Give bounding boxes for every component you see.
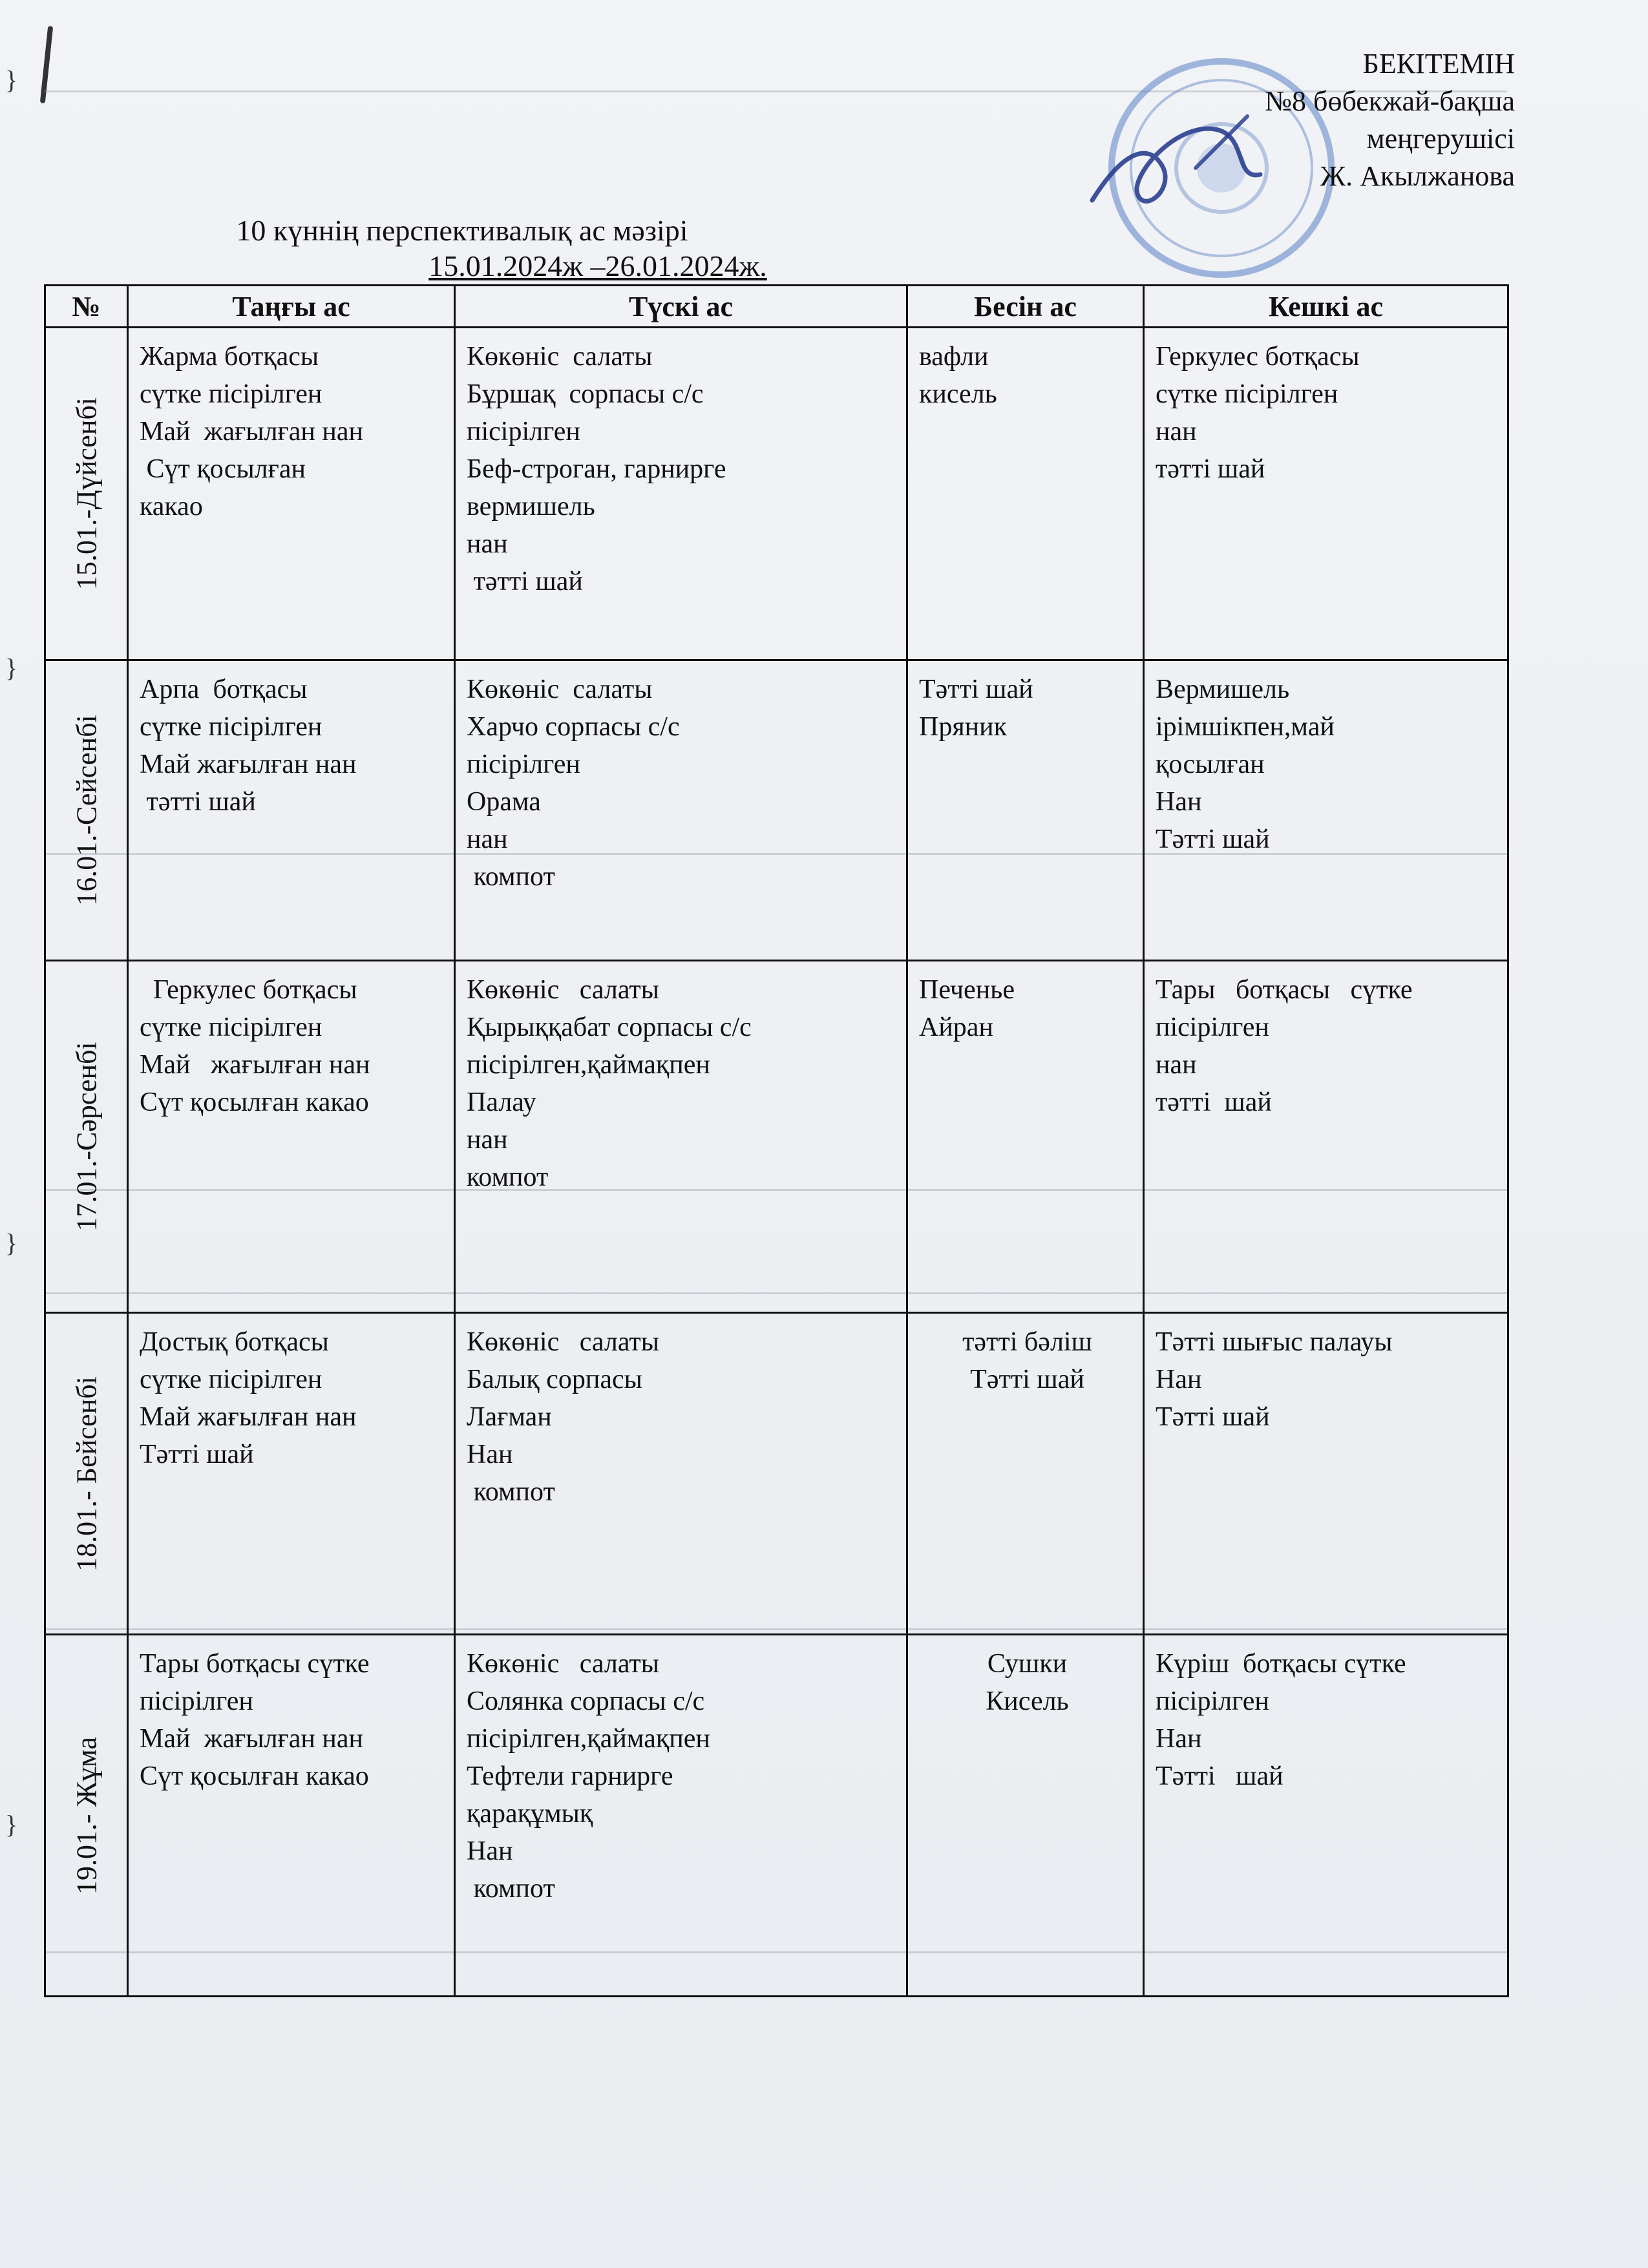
- lunch-cell: [455, 1313, 907, 1635]
- lunch-item: Көкөніс салаты: [467, 342, 653, 372]
- lunch-cell: [455, 328, 907, 660]
- header-breakfast: Таңғы ас: [128, 286, 455, 328]
- lunch-item: қарақұмық: [467, 1799, 593, 1829]
- approval-position: меңгерушісі: [1366, 123, 1515, 154]
- margin-tick: }: [5, 653, 18, 682]
- day-cell: [45, 1313, 128, 1635]
- lunch-cell: [455, 660, 907, 961]
- snack-item: вафли: [919, 342, 989, 372]
- dinner-item: тәтті шай: [1156, 1087, 1272, 1117]
- lunch-item: Балық сорпасы: [467, 1365, 642, 1394]
- menu-date-range: 15.01.2024ж –26.01.2024ж.: [428, 249, 767, 282]
- breakfast-item: пісірілген: [140, 1686, 253, 1716]
- dinner-item: Нан: [1156, 1724, 1202, 1754]
- breakfast-item: Май жағылған нан: [140, 1402, 357, 1432]
- dinner-item: нан: [1156, 417, 1197, 446]
- breakfast-item: сүтке пісірілген: [140, 712, 322, 742]
- day-cell: [45, 1635, 128, 1997]
- lunch-cell: [455, 961, 907, 1313]
- dinner-item: Геркулес ботқасы: [1156, 342, 1360, 372]
- lunch-item: компот: [467, 1162, 549, 1192]
- dinner-cell: [1144, 328, 1508, 660]
- dinner-item: Тары ботқасы сүтке: [1156, 975, 1413, 1005]
- lunch-item: тәтті шай: [467, 567, 583, 596]
- dinner-item: нан: [1156, 1050, 1197, 1080]
- breakfast-item: Арпа ботқасы: [140, 675, 308, 704]
- snack-item: Печенье: [919, 975, 1015, 1005]
- snack-cell: [907, 660, 1144, 961]
- lunch-item: компот: [467, 1477, 555, 1507]
- breakfast-item: Май жағылған нан: [140, 417, 363, 446]
- table-header-row: [45, 286, 1508, 328]
- approval-name: Ж. Акылжанова: [1320, 160, 1515, 192]
- table-row: [45, 961, 1508, 1313]
- menu-title: 10 күннің перспективалық ас мәзірі: [236, 214, 688, 247]
- snack-item: Сушки: [987, 1649, 1068, 1679]
- breakfast-item: Сүт қосылған какао: [140, 1087, 369, 1117]
- dinner-item: қосылған: [1156, 750, 1265, 779]
- day-label: 15.01.-Дүйсенбі: [70, 397, 102, 590]
- lunch-item: пісірілген: [467, 750, 580, 779]
- table-row: [45, 1313, 1508, 1635]
- header-dinner: Кешкі ас: [1144, 286, 1508, 328]
- breakfast-item: сүтке пісірілген: [140, 1365, 322, 1394]
- breakfast-item: Тары ботқасы сүтке: [140, 1649, 370, 1679]
- lunch-item: компот: [467, 1874, 555, 1904]
- dinner-item: Вермишель: [1156, 675, 1290, 704]
- lunch-item: Палау: [467, 1087, 536, 1117]
- snack-item: Айран: [919, 1013, 993, 1042]
- lunch-cell: [455, 1635, 907, 1997]
- day-label: 18.01.- Бейсенбі: [70, 1376, 102, 1571]
- snack-item: Тәтті шай: [919, 675, 1033, 704]
- table-row: [45, 1635, 1508, 1997]
- dinner-item: тәтті шай: [1156, 454, 1265, 484]
- breakfast-item: Тәтті шай: [140, 1440, 254, 1469]
- header-snack: Бесін ас: [907, 286, 1144, 328]
- snack-cell: [907, 1313, 1144, 1635]
- dinner-cell: [1144, 1635, 1508, 1997]
- lunch-item: вермишель: [467, 492, 595, 521]
- dinner-cell: [1144, 1313, 1508, 1635]
- lunch-item: Нан: [467, 1440, 513, 1469]
- header-number: №: [45, 286, 128, 328]
- dinner-item: Тәтті шығыс палауы: [1156, 1327, 1393, 1357]
- breakfast-item: Сүт қосылған: [140, 454, 306, 484]
- breakfast-item: Сүт қосылған какао: [140, 1761, 369, 1791]
- breakfast-cell: [128, 660, 455, 961]
- snack-item: Кисель: [986, 1686, 1069, 1716]
- day-label: 16.01.-Сейсенбі: [70, 715, 102, 906]
- lunch-item: Қырыққабат сорпасы с/с: [467, 1013, 752, 1042]
- breakfast-item: сүтке пісірілген: [140, 1013, 322, 1042]
- lunch-item: Көкөніс салаты: [467, 675, 653, 704]
- day-cell: [45, 961, 128, 1313]
- lunch-item: пісірілген,қаймақпен: [467, 1050, 710, 1080]
- breakfast-cell: [128, 961, 455, 1313]
- breakfast-item: Май жағылған нан: [140, 750, 357, 779]
- snack-cell: [907, 961, 1144, 1313]
- dinner-item: Тәтті шай: [1156, 1402, 1270, 1432]
- snack-item: тәтті бәліш: [962, 1327, 1092, 1357]
- breakfast-item: сүтке пісірілген: [140, 379, 322, 409]
- approval-block: [1265, 45, 1515, 195]
- day-label: 19.01.- Жұма: [70, 1736, 102, 1895]
- dinner-item: ірімшікпен,май: [1156, 712, 1335, 742]
- day-cell: [45, 660, 128, 961]
- lunch-item: Орама: [467, 787, 541, 817]
- table-row: [45, 660, 1508, 961]
- breakfast-item: Жарма ботқасы: [140, 342, 319, 372]
- dinner-item: сүтке пісірілген: [1156, 379, 1338, 409]
- lunch-item: пісірілген,қаймақпен: [467, 1724, 710, 1754]
- day-label: 17.01.-Сәрсенбі: [70, 1042, 102, 1232]
- breakfast-item: какао: [140, 492, 203, 521]
- header-lunch: Түскі ас: [455, 286, 907, 328]
- breakfast-item: тәтті шай: [140, 787, 256, 817]
- snack-item: кисель: [919, 379, 997, 409]
- lunch-item: Тефтели гарнирге: [467, 1761, 673, 1791]
- lunch-item: Нан: [467, 1836, 513, 1866]
- approval-title: БЕКІТЕМІН: [1362, 48, 1515, 79]
- lunch-item: пісірілген: [467, 417, 580, 446]
- dinner-cell: [1144, 961, 1508, 1313]
- lunch-item: Бұршақ сорпасы с/с: [467, 379, 704, 409]
- lunch-item: нан: [467, 1125, 508, 1155]
- dinner-item: Тәтті шай: [1156, 824, 1270, 854]
- margin-tick: }: [5, 1228, 18, 1257]
- snack-item: Пряник: [919, 712, 1008, 742]
- margin-tick: }: [5, 1810, 18, 1839]
- dinner-item: Күріш ботқасы сүтке: [1156, 1649, 1406, 1679]
- approval-org: №8 бөбекжай-бақша: [1265, 85, 1515, 117]
- snack-cell: [907, 328, 1144, 660]
- breakfast-item: Май жағылған нан: [140, 1724, 363, 1754]
- snack-cell: [907, 1635, 1144, 1997]
- breakfast-item: Достық ботқасы: [140, 1327, 329, 1357]
- dinner-item: Нан: [1156, 787, 1202, 817]
- dinner-item: пісірілген: [1156, 1686, 1269, 1716]
- breakfast-cell: [128, 328, 455, 660]
- day-cell: [45, 328, 128, 660]
- menu-table: [44, 284, 1509, 1997]
- lunch-item: Көкөніс салаты: [467, 1649, 659, 1679]
- dinner-item: Нан: [1156, 1365, 1202, 1394]
- lunch-item: компот: [467, 862, 555, 892]
- breakfast-item: Май жағылған нан: [140, 1050, 370, 1080]
- lunch-item: Көкөніс салаты: [467, 1327, 659, 1357]
- lunch-item: Беф-строган, гарнирге: [467, 454, 726, 484]
- margin-tick: }: [5, 65, 18, 94]
- dinner-cell: [1144, 660, 1508, 961]
- breakfast-cell: [128, 1635, 455, 1997]
- dinner-item: Тәтті шай: [1156, 1761, 1284, 1791]
- lunch-item: нан: [467, 824, 508, 854]
- lunch-item: Көкөніс салаты: [467, 975, 659, 1005]
- breakfast-cell: [128, 1313, 455, 1635]
- breakfast-item: Геркулес ботқасы: [140, 975, 357, 1005]
- lunch-item: Харчо сорпасы с/с: [467, 712, 680, 742]
- dinner-item: пісірілген: [1156, 1013, 1269, 1042]
- lunch-item: Лағман: [467, 1402, 552, 1432]
- lunch-item: Солянка сорпасы с/с: [467, 1686, 705, 1716]
- snack-item: Тәтті шай: [970, 1365, 1084, 1394]
- lunch-item: нан: [467, 529, 508, 559]
- table-row: [45, 328, 1508, 660]
